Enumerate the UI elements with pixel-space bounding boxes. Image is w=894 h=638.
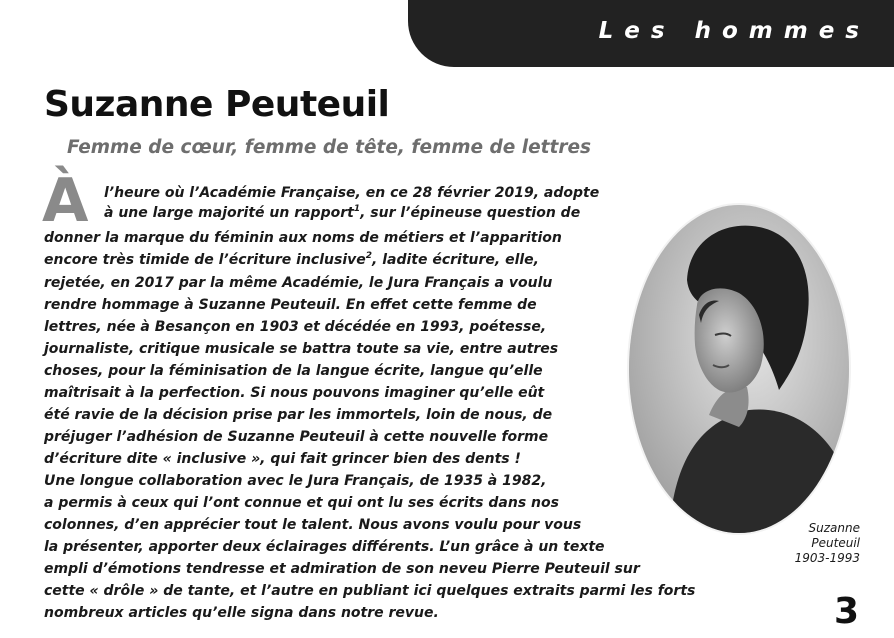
body-line: Une longue collaboration avec le Jura Français, de 1935 à 1982,	[44, 473, 547, 489]
body-line: encore très timide de l’écriture inclusive$^2$, ladite écriture, elle,	[44, 251, 539, 268]
body-line: été ravie de la décision prise par les immortels, loin de nous, de	[44, 407, 553, 423]
body-line: empli d’émotions tendresse et admiration de son neveu Pierre Peuteuil sur	[44, 561, 640, 577]
body-line: choses, pour la féminisation de la langue écrite, langue qu’elle	[44, 363, 543, 379]
body-line: d’écriture dite « inclusive », qui fait grincer bien des dents !	[44, 451, 521, 467]
page-number: 3	[834, 591, 860, 632]
photo-caption	[786, 521, 860, 566]
article-subtitle: Femme de cœur, femme de tête, femme de lettres	[67, 137, 592, 158]
body-line: l’heure où l’Académie Française, en ce 28 février 2019, adopte	[104, 185, 600, 201]
caption-line: 1903-1993	[794, 551, 860, 565]
portrait-photo	[629, 205, 849, 533]
body-line: journaliste, critique musicale se battra toute sa vie, entre autres	[44, 341, 559, 357]
section-label: Les hommes	[598, 18, 870, 44]
drop-cap: À	[42, 166, 89, 236]
caption-line: Suzanne	[808, 521, 860, 535]
footnote-mark: 1	[353, 204, 361, 214]
body-line: cette « drôle » de tante, et l’autre en publiant ici quelques extraits parmi les forts	[44, 583, 696, 599]
body-line: a permis à ceux qui l’ont connue et qui ont lu ses écrits dans nos	[44, 495, 559, 511]
article-title: Suzanne Peuteuil	[44, 84, 390, 125]
body-line: maîtrisait à la perfection. Si nous pouvons imaginer qu’elle eût	[44, 385, 545, 401]
body-line: préjuger l’adhésion de Suzanne Peuteuil à cette nouvelle forme	[44, 429, 549, 445]
body-line: lettres, née à Besançon en 1903 et décédée en 1993, poétesse,	[44, 319, 547, 335]
body-line: à une large majorité un rapport$^1$, sur l’épineuse question de	[104, 204, 581, 221]
footnote-mark: 2	[365, 251, 373, 261]
body-line: rejetée, en 2017 par la même Académie, le Jura Français a voulu	[44, 275, 553, 291]
body-line: nombreux articles qu’elle signa dans notre revue.	[44, 605, 439, 621]
portrait-illustration	[629, 205, 849, 533]
body-line: colonnes, d’en apprécier tout le talent. Nous avons voulu pour vous	[44, 517, 582, 533]
body-line: la présenter, apporter deux éclairages différents. L’un grâce à un texte	[44, 539, 605, 555]
section-header-band	[408, 0, 894, 67]
caption-line: Peuteuil	[811, 536, 860, 550]
body-line: rendre hommage à Suzanne Peuteuil. En effet cette femme de	[44, 297, 537, 313]
body-line: donner la marque du féminin aux noms de métiers et l’apparition	[44, 230, 562, 246]
